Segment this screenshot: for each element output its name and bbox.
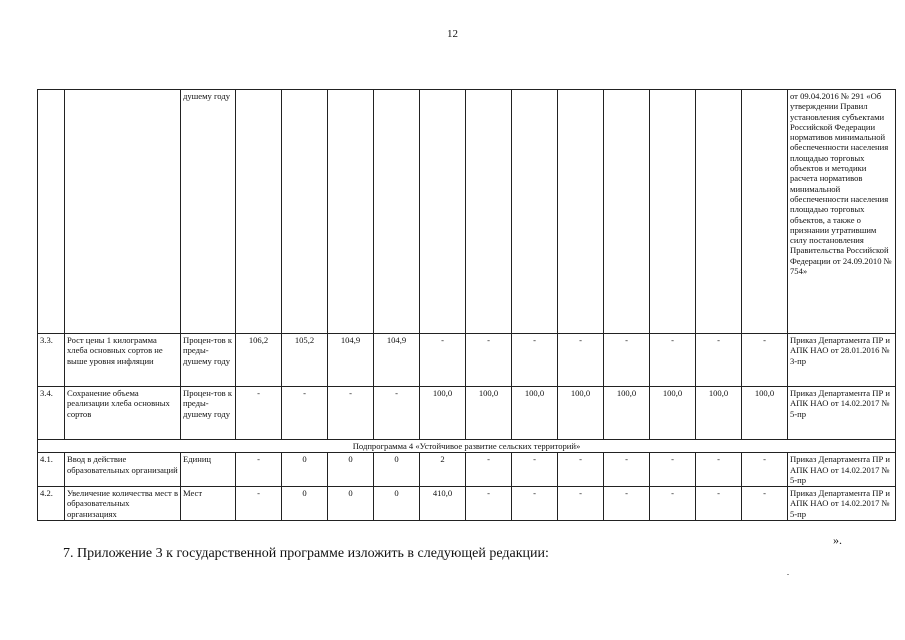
unit-cell: Мест bbox=[181, 487, 236, 521]
document-cell: Приказ Департамента ПР и АПК НАО от 14.02.2017 № 5-пр bbox=[788, 487, 896, 521]
table-row bbox=[38, 453, 896, 487]
value-cell: - bbox=[604, 453, 650, 487]
value-cell: - bbox=[650, 453, 696, 487]
value-cell: 100,0 bbox=[742, 387, 788, 440]
document-cell: Приказ Департамента ПР и АПК НАО от 28.01.2016 № 3-пр bbox=[788, 334, 896, 387]
value-cell: - bbox=[466, 334, 512, 387]
value-cell: - bbox=[742, 334, 788, 387]
value-cell bbox=[512, 90, 558, 334]
value-cell: - bbox=[604, 487, 650, 521]
value-cell: 104,9 bbox=[328, 334, 374, 387]
value-cell: - bbox=[696, 334, 742, 387]
table-row bbox=[38, 334, 896, 387]
value-cell: - bbox=[374, 387, 420, 440]
value-cell bbox=[466, 90, 512, 334]
closing-quote: ». bbox=[833, 533, 842, 547]
value-cell bbox=[696, 90, 742, 334]
value-cell: - bbox=[650, 487, 696, 521]
value-cell: 100,0 bbox=[604, 387, 650, 440]
value-cell bbox=[236, 90, 282, 334]
value-cell: - bbox=[558, 487, 604, 521]
value-cell: 410,0 bbox=[420, 487, 466, 521]
value-cell: - bbox=[558, 453, 604, 487]
value-cell: - bbox=[742, 487, 788, 521]
value-cell: - bbox=[512, 334, 558, 387]
value-cell: - bbox=[420, 334, 466, 387]
value-cell bbox=[742, 90, 788, 334]
scan-dot bbox=[787, 574, 789, 575]
value-cell: 105,2 bbox=[282, 334, 328, 387]
value-cell: 2 bbox=[420, 453, 466, 487]
value-cell: 100,0 bbox=[696, 387, 742, 440]
value-cell bbox=[604, 90, 650, 334]
value-cell: - bbox=[236, 387, 282, 440]
table-row bbox=[38, 90, 896, 334]
row-number: 3.4. bbox=[38, 387, 65, 440]
value-cell: - bbox=[236, 487, 282, 521]
value-cell: 100,0 bbox=[558, 387, 604, 440]
value-cell: 0 bbox=[374, 453, 420, 487]
table-row bbox=[38, 487, 896, 521]
row-number: 4.2. bbox=[38, 487, 65, 521]
indicator-name: Рост цены 1 килограмма хлеба основных сортов не выше уровня инфляции bbox=[65, 334, 181, 387]
value-cell: - bbox=[512, 453, 558, 487]
value-cell bbox=[420, 90, 466, 334]
document-cell: от 09.04.2016 № 291 «Об утверждении Правил установления субъектами Российской Федерации нормативов минимальной обеспеченности населения площадью торговых объектов и методики расчета нормативов минимальной обеспеченности населения площадью торговых объектов, а также о признании утратившим силу постановления Правительства Российской Федерации от 24.09.2010 № 754» bbox=[788, 90, 896, 334]
value-cell: - bbox=[236, 453, 282, 487]
amendment-text: 7. Приложение 3 к государственной программе изложить в следующей редакции: bbox=[63, 546, 549, 561]
value-cell bbox=[328, 90, 374, 334]
value-cell: 0 bbox=[328, 487, 374, 521]
value-cell: - bbox=[650, 334, 696, 387]
value-cell: - bbox=[328, 387, 374, 440]
value-cell: 0 bbox=[374, 487, 420, 521]
value-cell: - bbox=[558, 334, 604, 387]
value-cell: 100,0 bbox=[650, 387, 696, 440]
value-cell: - bbox=[696, 487, 742, 521]
row-number: 4.1. bbox=[38, 453, 65, 487]
indicators-table bbox=[37, 89, 896, 521]
value-cell bbox=[374, 90, 420, 334]
indicator-name: Ввод в действие образовательных организаций bbox=[65, 453, 181, 487]
row-number: 3.3. bbox=[38, 334, 65, 387]
table-row bbox=[38, 387, 896, 440]
unit-cell: душему году bbox=[181, 90, 236, 334]
row-number bbox=[38, 90, 65, 334]
unit-cell: Процен-тов к преды-душему году bbox=[181, 334, 236, 387]
document-cell: Приказ Департамента ПР и АПК НАО от 14.02.2017 № 5-пр bbox=[788, 387, 896, 440]
value-cell: 100,0 bbox=[420, 387, 466, 440]
indicator-name: Сохранение объема реализации хлеба основных сортов bbox=[65, 387, 181, 440]
indicator-name: Увеличение количества мест в образовательных организациях bbox=[65, 487, 181, 521]
value-cell: - bbox=[466, 453, 512, 487]
unit-cell: Единиц bbox=[181, 453, 236, 487]
value-cell: 0 bbox=[328, 453, 374, 487]
value-cell bbox=[282, 90, 328, 334]
table-body bbox=[38, 90, 896, 521]
value-cell bbox=[650, 90, 696, 334]
value-cell: 106,2 bbox=[236, 334, 282, 387]
value-cell: 104,9 bbox=[374, 334, 420, 387]
page-number: 12 bbox=[447, 28, 458, 40]
value-cell: - bbox=[466, 487, 512, 521]
value-cell: - bbox=[742, 453, 788, 487]
value-cell: - bbox=[696, 453, 742, 487]
value-cell: - bbox=[282, 387, 328, 440]
subprogram-title: Подпрограмма 4 «Устойчивое развитие сельских территорий» bbox=[38, 440, 896, 453]
value-cell: 0 bbox=[282, 487, 328, 521]
value-cell bbox=[558, 90, 604, 334]
value-cell: - bbox=[512, 487, 558, 521]
value-cell: 100,0 bbox=[466, 387, 512, 440]
subprogram-row bbox=[38, 440, 896, 453]
indicator-name bbox=[65, 90, 181, 334]
value-cell: - bbox=[604, 334, 650, 387]
document-cell: Приказ Департамента ПР и АПК НАО от 14.02.2017 № 5-пр bbox=[788, 453, 896, 487]
value-cell: 100,0 bbox=[512, 387, 558, 440]
value-cell: 0 bbox=[282, 453, 328, 487]
unit-cell: Процен-тов к преды-душему году bbox=[181, 387, 236, 440]
